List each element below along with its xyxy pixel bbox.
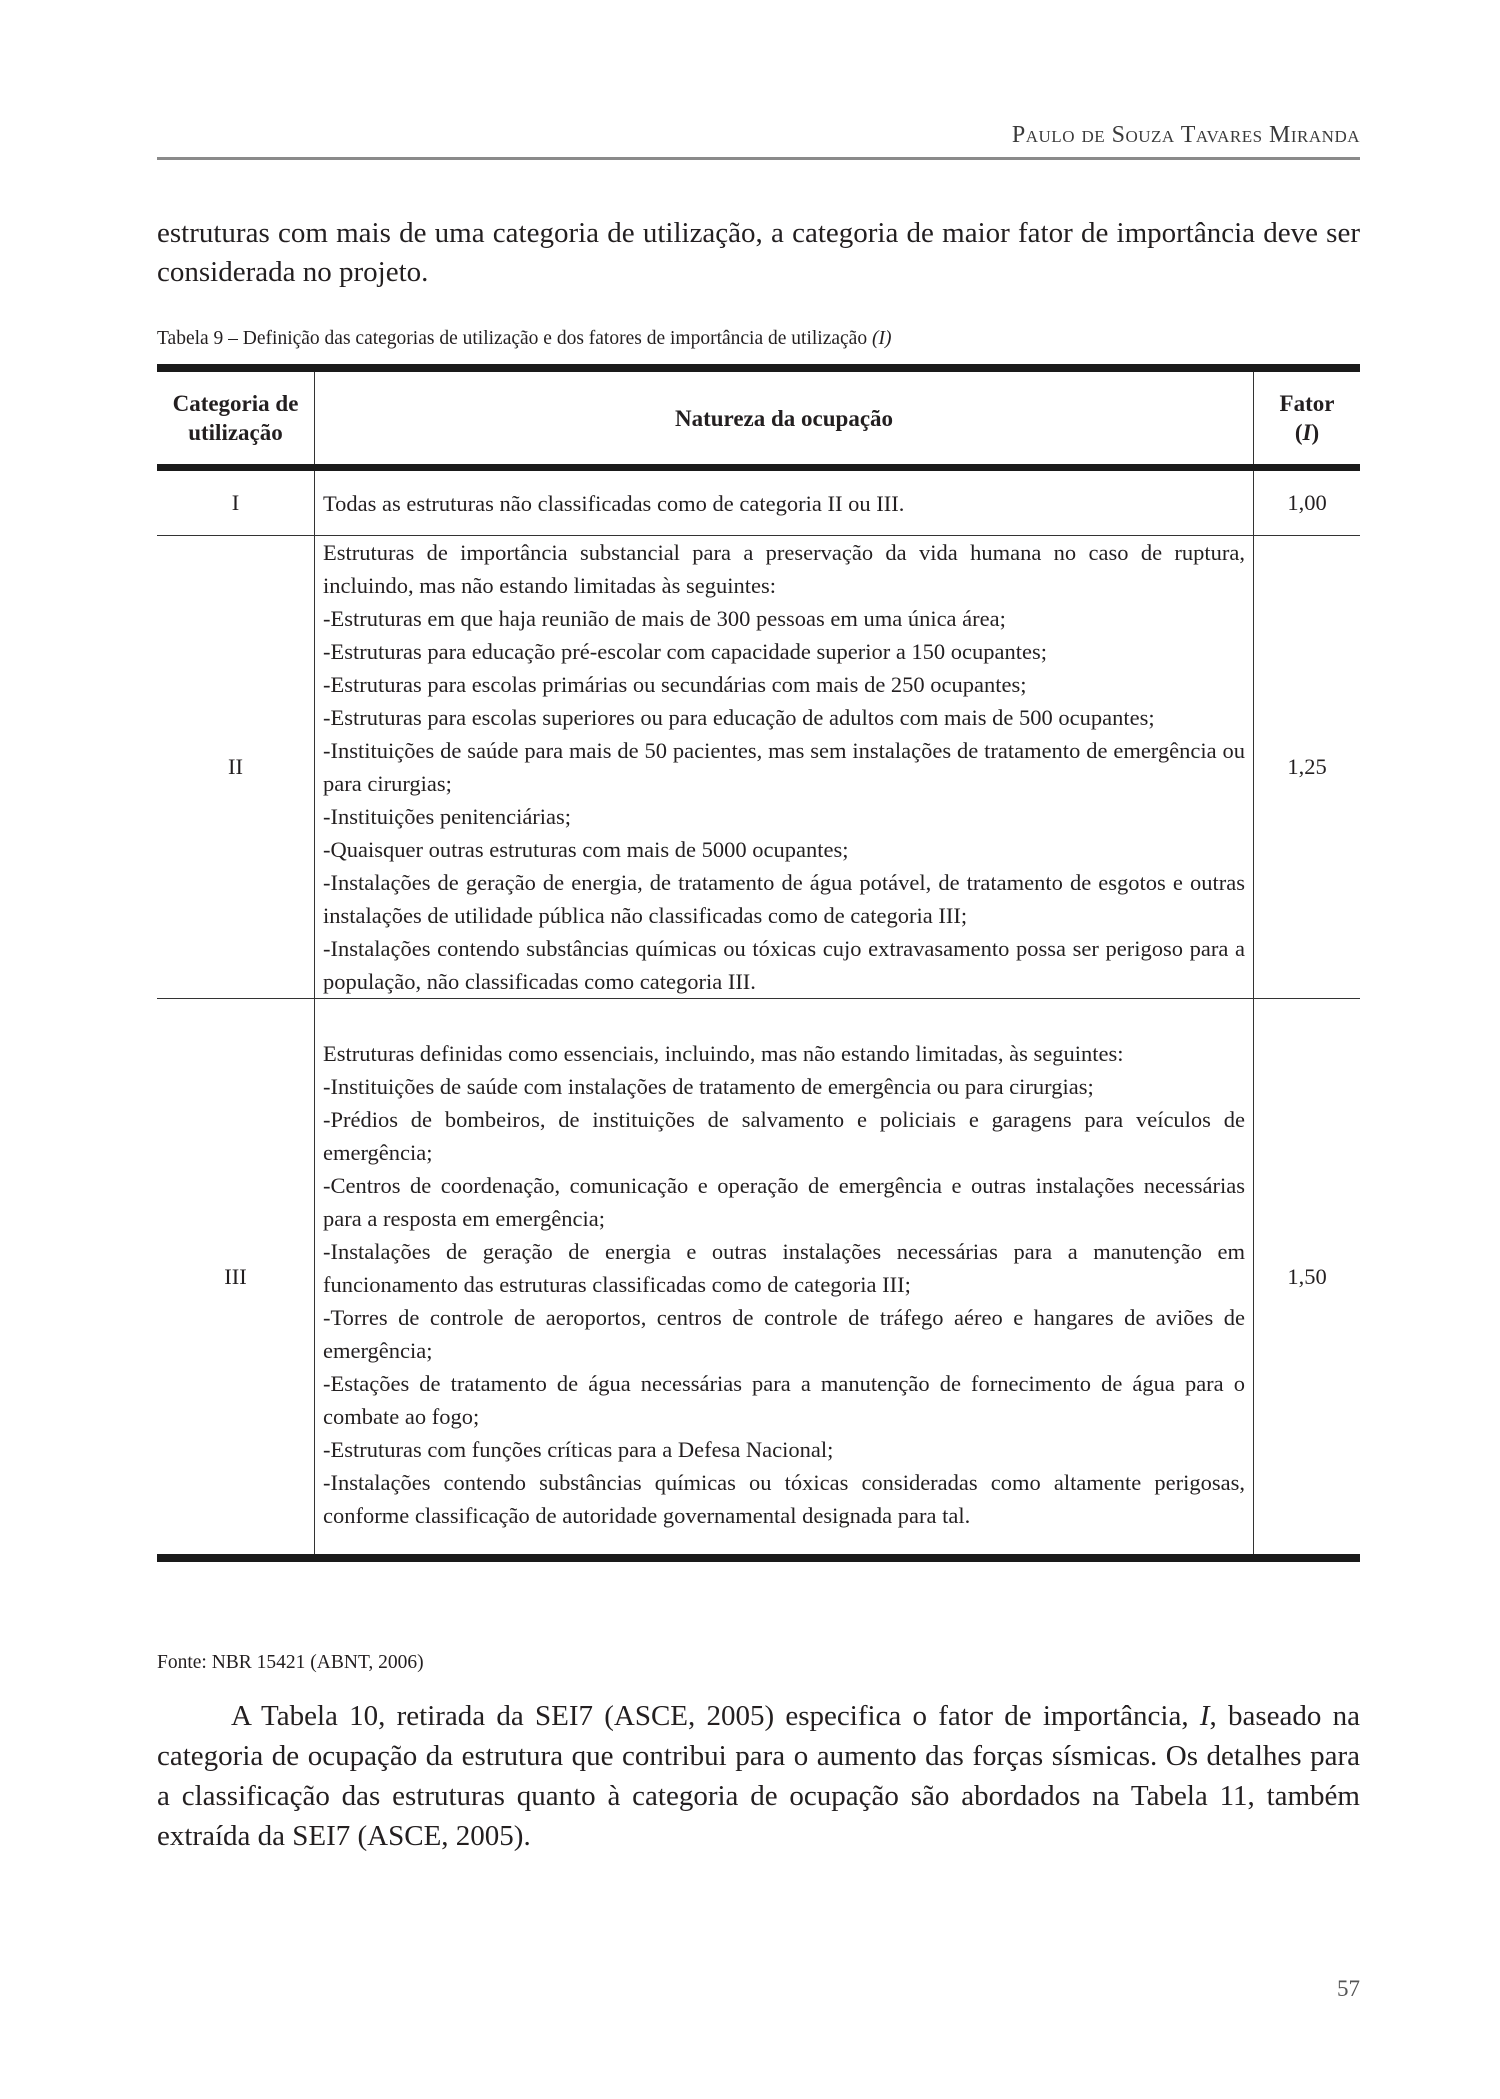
nature-line: -Centros de coordenação, comunicação e operação de emergência e outras instalações necessárias para a resposta em emergência; <box>323 1173 1245 1231</box>
nature-line: Todas as estruturas não classificadas como de categoria II ou III. <box>323 490 905 516</box>
paragraph-bottom-part2: , baseado na categoria de ocupação da estrutura que contribui para o aumento das forças sísmicas. Os detalhes para a classificação das estruturas quanto à categoria de ocupação são abordados na Tabela 11, também extraída da SEI7 (ASCE, 2005). <box>157 1700 1360 1852</box>
running-head: Paulo de Souza Tavares Miranda <box>1011 122 1360 148</box>
nature-line: -Instituições de saúde para mais de 50 pacientes, mas sem instalações de tratamento de emergência ou para cirurgias; <box>323 738 1245 796</box>
paragraph-top: estruturas com mais de uma categoria de utilização, a categoria de maior fator de importância deve ser considerada no projeto. <box>157 217 1360 288</box>
nature-line: -Instituições de saúde com instalações de tratamento de emergência ou para cirurgias; <box>323 1074 1094 1099</box>
importance-symbol: I <box>1199 1700 1210 1732</box>
table-row <box>157 999 1360 1559</box>
nature-line: -Instalações contendo substâncias químicas ou tóxicas cujo extravasamento possa ser perigoso para a população, não classificadas como categoria III. <box>323 936 1245 994</box>
header-rule <box>157 157 1360 160</box>
header-factor <box>1254 368 1361 468</box>
paragraph-bottom-part1: A Tabela 10, retirada da SEI7 (ASCE, 2005) especifica o fator de importância, <box>231 1700 1200 1732</box>
nature-cell <box>315 999 1254 1559</box>
nature-line: -Estruturas para educação pré-escolar com capacidade superior a 150 ocupantes; <box>323 639 1048 664</box>
table-source: Fonte: NBR 15421 (ABNT, 2006) <box>157 1652 424 1673</box>
header-category-line1: Categoria de <box>172 391 299 416</box>
category-cell: III <box>157 999 315 1559</box>
nature-line: Estruturas definidas como essenciais, incluindo, mas não estando limitadas, às seguintes: <box>323 1041 1124 1066</box>
caption-text: Tabela 9 – Definição das categorias de utilização e dos fatores de importância de utilização <box>157 328 872 349</box>
paragraph-bottom <box>157 1696 1360 1856</box>
table-header-row <box>157 368 1360 468</box>
nature-cell <box>315 468 1254 536</box>
nature-line: -Quaisquer outras estruturas com mais de 5000 ocupantes; <box>323 837 849 862</box>
paren-close: ) <box>1311 420 1320 445</box>
header-factor-line1: Fator <box>1279 391 1335 416</box>
table-row <box>157 536 1360 999</box>
header-category <box>157 368 315 468</box>
table-caption <box>157 328 891 350</box>
nature-line: -Estruturas com funções críticas para a Defesa Nacional; <box>323 1437 834 1462</box>
caption-symbol: (I) <box>871 328 892 349</box>
nature-line: -Prédios de bombeiros, de instituições de salvamento e policiais e garagens para veículos de emergência; <box>323 1107 1245 1165</box>
header-factor-symbol: I <box>1302 420 1312 445</box>
factor-cell: 1,25 <box>1287 754 1327 779</box>
nature-line: -Estações de tratamento de água necessárias para a manutenção de fornecimento de água para o combate ao fogo; <box>323 1371 1245 1429</box>
header-nature: Natureza da ocupação <box>315 368 1254 468</box>
nature-line: -Estruturas para escolas superiores ou para educação de adultos com mais de 500 ocupantes; <box>323 705 1155 730</box>
nature-line: -Instalações de geração de energia, de tratamento de água potável, de tratamento de esgotos e outras instalações de utilidade pública não classificadas como de categoria III; <box>323 870 1245 928</box>
importance-factor-table <box>157 364 1360 1562</box>
factor-cell: 1,50 <box>1287 1263 1327 1289</box>
nature-line: -Instituições penitenciárias; <box>323 804 572 829</box>
nature-cell <box>315 536 1254 999</box>
nature-line: -Torres de controle de aeroportos, centros de controle de tráfego aéreo e hangares de aviões de emergência; <box>323 1305 1245 1363</box>
table-row <box>157 468 1360 536</box>
nature-line: Estruturas de importância substancial para a preservação da vida humana no caso de ruptura, incluindo, mas não estando limitadas às seguintes: <box>323 540 1245 598</box>
nature-line: -Instalações de geração de energia e outras instalações necessárias para a manutenção em funcionamento das estruturas classificadas como de categoria III; <box>323 1239 1245 1297</box>
category-cell: II <box>157 536 315 999</box>
page-number: 57 <box>1337 1976 1360 2001</box>
nature-line: -Instalações contendo substâncias químicas ou tóxicas consideradas como altamente perigosas, conforme classificação de autoridade governamental designada para tal. <box>323 1470 1245 1528</box>
nature-line: -Estruturas para escolas primárias ou secundárias com mais de 250 ocupantes; <box>323 672 1027 697</box>
paren-open: ( <box>1294 420 1303 445</box>
factor-cell: 1,00 <box>1287 490 1327 515</box>
header-category-line2: utilização <box>188 420 283 445</box>
nature-line: -Estruturas em que haja reunião de mais de 300 pessoas em uma única área; <box>323 606 1006 631</box>
category-cell: I <box>157 468 315 536</box>
